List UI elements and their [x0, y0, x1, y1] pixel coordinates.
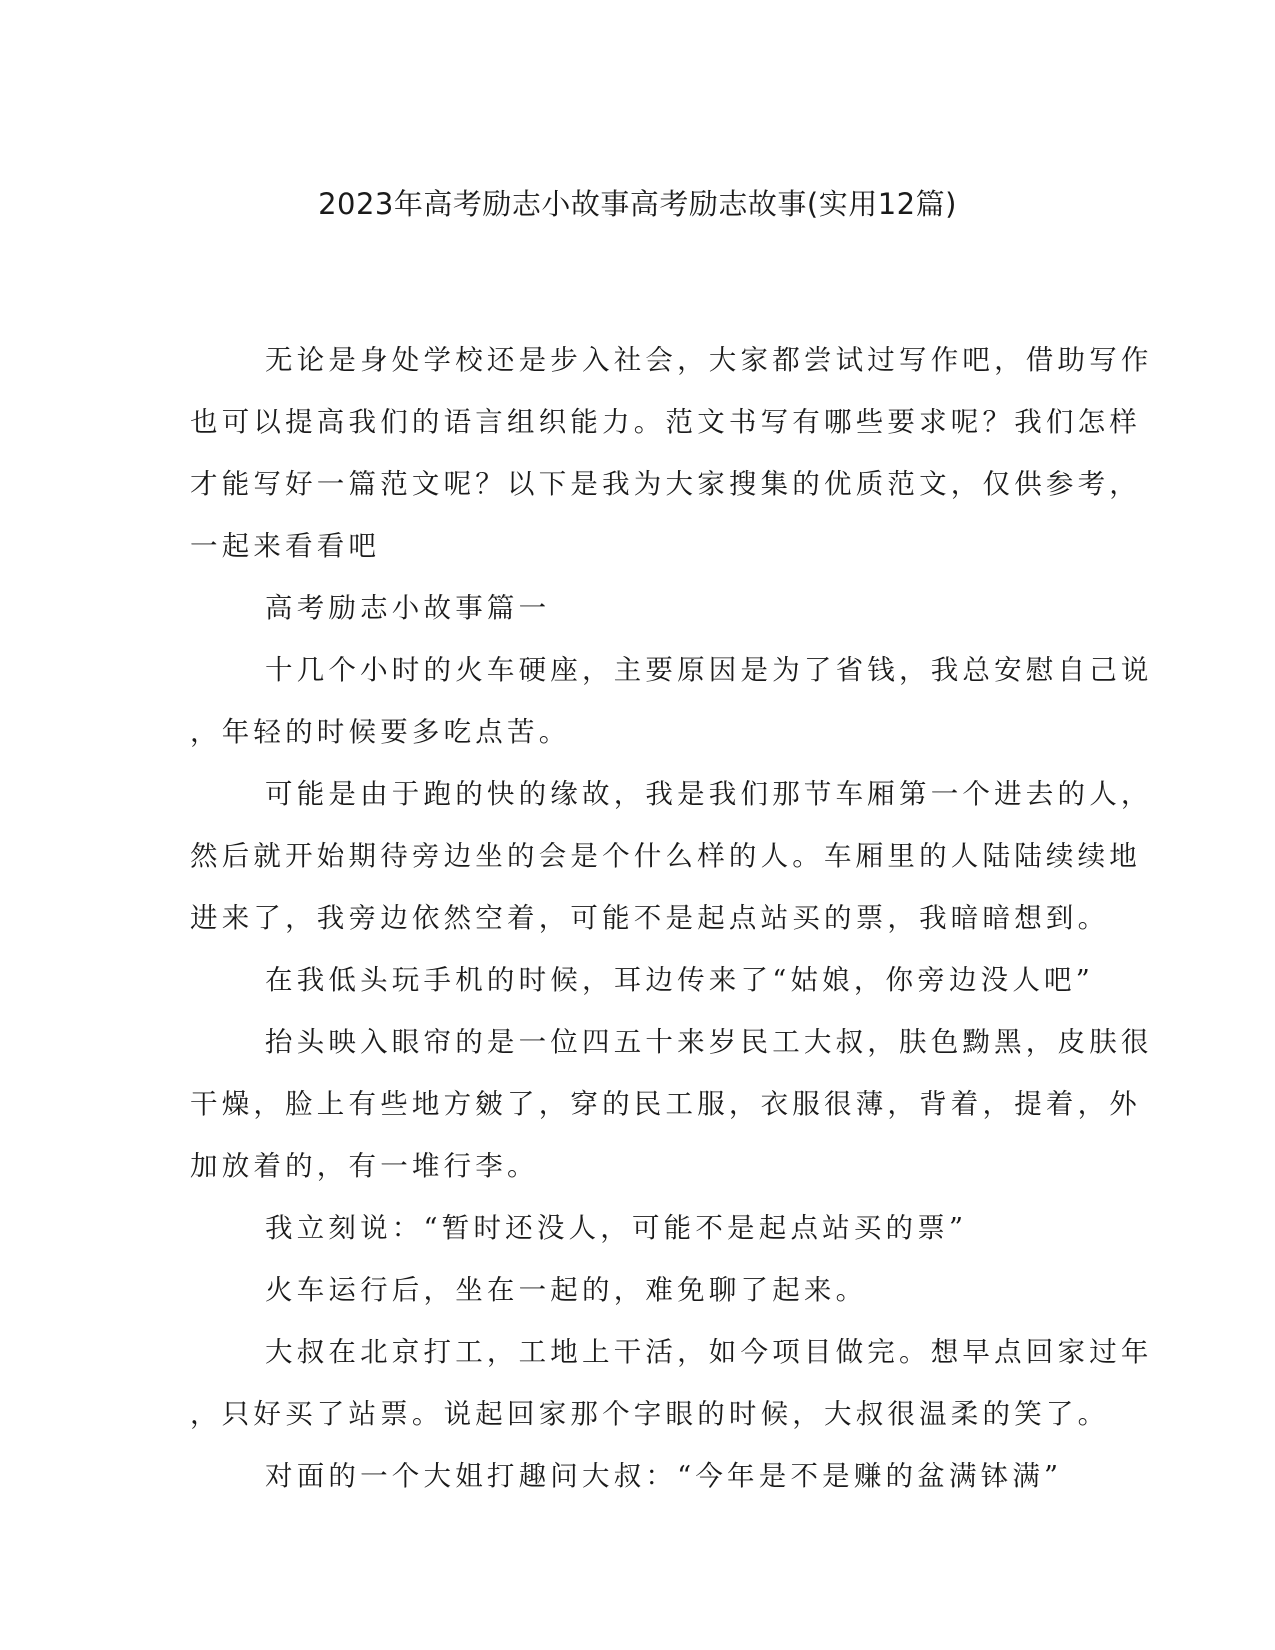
text-line: 干燥，脸上有些地方皴了，穿的民工服，衣服很薄，背着，提着，外 [190, 1088, 1141, 1120]
text-line: 也可以提高我们的语言组织能力。范文书写有哪些要求呢？我们怎样 [190, 406, 1141, 438]
text-line: 在我低头玩手机的时候，耳边传来了“姑娘，你旁边没人吧” [265, 964, 1095, 996]
text-line: 无论是身处学校还是步入社会，大家都尝试过写作吧，借助写作 [265, 344, 1153, 376]
text-line: 然后就开始期待旁边坐的会是个什么样的人。车厢里的人陆陆续续地 [190, 840, 1141, 872]
section-heading: 高考励志小故事篇一 [265, 592, 551, 624]
document-title: 2023年高考励志小故事高考励志故事(实用12篇) [318, 187, 957, 221]
text-line: 大叔在北京打工，工地上干活，如今项目做完。想早点回家过年 [265, 1336, 1153, 1368]
text-line: 抬头映入眼帘的是一位四五十来岁民工大叔，肤色黝黑，皮肤很 [265, 1026, 1153, 1058]
text-line: ，年轻的时候要多吃点苦。 [190, 716, 571, 748]
text-line: ，只好买了站票。说起回家那个字眼的时候，大叔很温柔的笑了。 [190, 1398, 1110, 1430]
text-line: 一起来看看吧 [190, 530, 381, 562]
text-line: 进来了，我旁边依然空着，可能不是起点站买的票，我暗暗想到。 [190, 902, 1110, 934]
text-line: 十几个小时的火车硬座，主要原因是为了省钱，我总安慰自己说 [265, 654, 1153, 686]
text-line: 我立刻说：“暂时还没人，可能不是起点站买的票” [265, 1212, 968, 1244]
text-line: 可能是由于跑的快的缘故，我是我们那节车厢第一个进去的人， [265, 778, 1153, 810]
text-line: 才能写好一篇范文呢？以下是我为大家搜集的优质范文，仅供参考， [190, 468, 1141, 500]
text-line: 对面的一个大姐打趣问大叔：“今年是不是赚的盆满钵满” [265, 1460, 1063, 1492]
document-body [190, 329, 1153, 1507]
text-line: 火车运行后，坐在一起的，难免聊了起来。 [265, 1274, 868, 1306]
text-line: 加放着的，有一堆行李。 [190, 1150, 539, 1182]
